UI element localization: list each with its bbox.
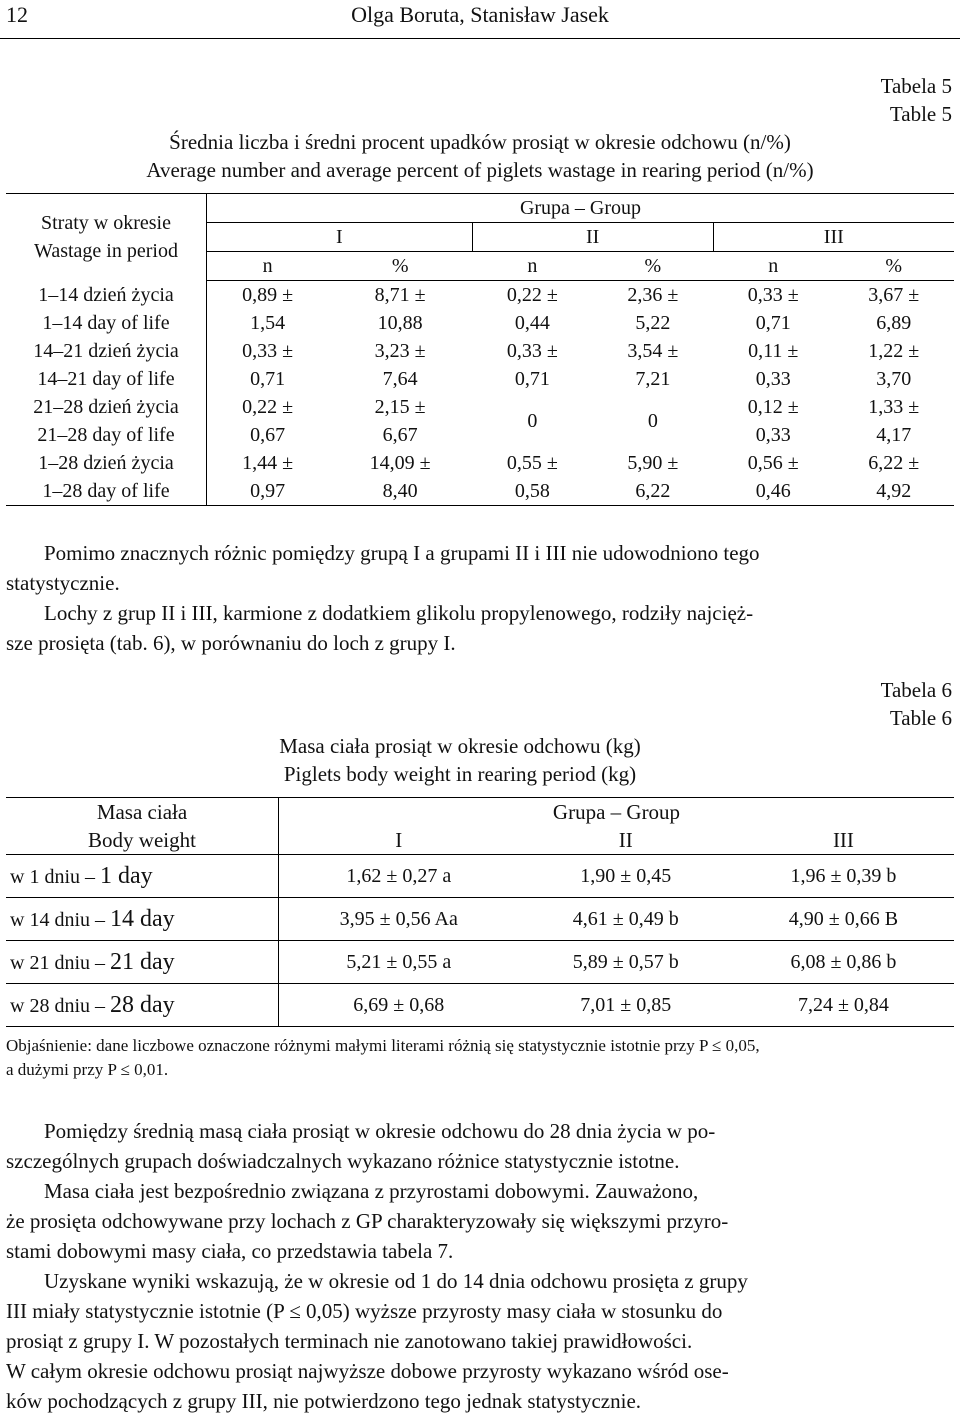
table5-group-I: I [207,223,473,252]
table6-group-III: III [733,826,954,855]
row-label-pl: 14–21 dzień życia [33,340,179,362]
table5-cell-sd: 0,71 [514,368,550,390]
table6-cell: 6,08 ± 0,86 b [733,941,954,984]
table5-rowheader-en: Wastage in period [34,240,178,263]
table6-label-pl: Tabela 6 [880,678,952,702]
text-line: Pomimo znacznych różnic pomiędzy grupą I a grupami II i III nie udowodniono tego [44,541,760,565]
row-label-en: 21–28 day of life [37,424,175,446]
table6-row-label [6,855,279,898]
table5-cell-sd: 0,67 [250,424,286,446]
table5-label-pl: Tabela 5 [880,74,952,98]
table5-cell-mean: 3,54 ± [627,340,679,362]
text-line: sze prosięta (tab. 6), w porównaniu do loch z grupy I. [6,631,456,655]
table-row [6,337,954,365]
table5-cell-mean: 2,15 ± [374,396,426,418]
row-label-pl: w 28 dniu – [10,994,105,1017]
table5-cell-mean: 1,33 ± [868,396,920,418]
table5-subcol: % [328,252,472,281]
table5-cell-mean: 8,71 ± [374,284,426,306]
table5-cell-sd: 0,97 [250,480,286,502]
row-label-en: 14–21 day of life [37,368,175,390]
table5-cell-sd: 0,58 [514,480,550,502]
page-header [0,0,960,39]
row-label-pl: w 1 dniu – [10,865,95,888]
running-title: Olga Boruta, Stanisław Jasek [351,2,609,27]
table5-cell-sd: 3,70 [876,368,912,390]
table6 [6,797,954,1027]
table5-cell-mean: 0,22 ± [506,284,558,306]
table6-rowheader-pl: Masa ciała [96,800,188,824]
table5-cell-sd: 0,71 [755,312,791,334]
table5-cell-mean: 0,33 ± [747,284,799,306]
table5-row-label [6,449,207,506]
table5-cell-mean: 0,22 ± [242,396,294,418]
table5-cell-sd: 6,22 [635,480,671,502]
table5-subcol: n [472,252,592,281]
table6-note [6,1034,954,1082]
table-row [6,449,954,477]
table-row [6,941,954,984]
table5-cell-mean: 0,33 ± [242,340,294,362]
table5-row-label [6,281,207,338]
row-label-pl: 1–28 dzień życia [38,452,174,474]
table5-row-label [6,337,207,393]
row-label-pl: w 21 dniu – [10,951,105,974]
table5-cell: 0 [527,410,538,432]
table6-cell: 6,69 ± 0,68 [279,984,519,1027]
note-line: Objaśnienie: dane liczbowe oznaczone różnymi małymi literami różnią się statystycznie istotnie przy P ≤ 0,05, [6,1036,760,1055]
table6-cell: 7,24 ± 0,84 [733,984,954,1027]
table5-caption-en: Average number and average percent of piglets wastage in rearing period (n/%) [146,158,814,182]
table6-caption-pl: Masa ciała prosiąt w okresie odchowu (kg) [279,734,641,758]
table5-cell-mean: 6,22 ± [868,452,920,474]
table5-cell-mean: 0,56 ± [747,452,799,474]
table5-cell-sd: 4,17 [876,424,912,446]
table6-label-en: Table 6 [889,706,952,730]
table6-cell: 3,95 ± 0,56 Aa [279,898,519,941]
table5-subcol: n [207,252,329,281]
table6-rowheader [6,798,279,855]
table6-cell: 7,01 ± 0,85 [519,984,733,1027]
row-label-pl: 1–14 dzień życia [38,283,174,306]
table5-cell-mean: 1,44 ± [242,452,294,474]
table6-cell: 5,21 ± 0,55 a [279,941,519,984]
row-label-en: 28 day [110,991,175,1018]
table-row [6,393,954,421]
text-line: ków pochodzących z grupy III, nie potwierdzono tego jednak statystycznie. [6,1389,642,1413]
table6-cell: 1,96 ± 0,39 b [733,855,954,898]
table5-cell-sd: 0,33 [755,424,791,446]
table5-subcol: % [834,252,955,281]
table5-cell-mean: 0,33 ± [506,340,558,362]
table5-subcol: % [593,252,713,281]
table6-row-label [6,941,279,984]
row-label-en: 14 day [110,905,175,932]
note-line: a dużymi przy P ≤ 0,01. [6,1060,169,1079]
table6-rowheader-en: Body weight [88,828,196,852]
text-line: że prosięta odchowywane przy lochach z GP charakteryzowały się większymi przyro- [6,1209,729,1233]
table5-cell-mean: 14,09 ± [369,452,431,474]
table5-cell-sd: 7,21 [635,368,671,390]
text-line: W całym okresie odchowu prosiąt najwyższe dobowe przyrosty wykazano wśród ose- [6,1359,729,1383]
table5-cell-sd: 4,92 [876,480,912,502]
table6-cell: 4,61 ± 0,49 b [519,898,733,941]
table5-label [881,72,952,128]
table6-group-header: Grupa – Group [552,800,681,824]
text-line: Masa ciała jest bezpośrednio związana z przyrostami dobowymi. Zauważono, [44,1179,699,1203]
table6-cell: 4,90 ± 0,66 B [733,898,954,941]
table5-cell-sd: 10,88 [377,312,423,334]
paragraph-1 [6,538,954,658]
table5-caption [0,128,960,184]
row-label-en: 1 day [100,862,153,889]
paragraph-2 [6,1116,954,1416]
table-row [6,898,954,941]
table-row [6,855,954,898]
table5-cell-mean: 2,36 ± [627,284,679,306]
table5-group-II: II [472,223,713,252]
table5-cell-sd: 6,67 [382,424,418,446]
table-row [6,281,954,310]
table5-cell-sd: 0,44 [514,312,550,334]
table6-caption [0,732,960,788]
table5-cell-mean: 0,89 ± [242,284,294,306]
table5-cell-sd: 6,89 [876,312,912,334]
table5-caption-pl: Średnia liczba i średni procent upadków prosiąt w okresie odchowu (n/%) [169,130,791,154]
text-line: stami dobowymi masy ciała, co przedstawia tabela 7. [6,1239,454,1263]
table5-cell-mean: 3,23 ± [374,340,426,362]
table6-cell: 1,90 ± 0,45 [519,855,733,898]
table5-cell-mean: 0,12 ± [747,396,799,418]
table5-group-III: III [713,223,954,252]
table5-cell-sd: 1,54 [250,312,286,334]
row-label-en: 21 day [110,948,175,975]
table6-row-label [6,898,279,941]
table5-cell-mean: 0,11 ± [748,340,799,362]
table5-cell-sd: 5,22 [635,312,671,334]
table5 [6,193,954,506]
table6-label [881,676,952,732]
table5-cell-sd: 0,33 [755,368,791,390]
table5-cell-mean: 3,67 ± [868,284,920,306]
table5-cell-mean: 5,90 ± [627,452,679,474]
table5-cell: 0 [647,410,658,432]
table5-rowheader [6,194,207,281]
row-label-en: 1–28 day of life [42,480,170,502]
text-line: III miały statystycznie istotnie (P ≤ 0,05) wyższe przyrosty masy ciała w stosunku do [6,1299,723,1323]
text-line: Uzyskane wyniki wskazują, że w okresie od 1 do 14 dnia odchowu prosięta z grupy [44,1269,748,1293]
table-row [6,984,954,1027]
table5-label-en: Table 5 [889,102,952,126]
text-line: prosiąt z grupy I. W pozostałych terminach nie zanotowano takiej prawidłowości. [6,1329,693,1353]
page-number: 12 [6,2,28,27]
table5-rowheader-pl: Straty w okresie [41,212,171,235]
row-label-pl: 21–28 dzień życia [33,396,179,418]
row-label-pl: w 14 dniu – [10,908,105,931]
row-label-en: 1–14 day of life [42,311,170,334]
table6-group-I: I [279,826,519,855]
table6-cell: 5,89 ± 0,57 b [519,941,733,984]
table6-row-label [6,984,279,1027]
table6-caption-en: Piglets body weight in rearing period (kg) [283,762,637,786]
table6-cell: 1,62 ± 0,27 a [279,855,519,898]
table5-group-header: Grupa – Group [207,194,955,223]
text-line: szczególnych grupach doświadczalnych wykazano różnice statystycznie istotne. [6,1149,680,1173]
table5-cell-sd: 8,40 [382,480,418,502]
table5-cell-sd: 7,64 [382,368,418,390]
table5-cell-sd: 0,71 [250,368,286,390]
table5-cell-mean: 1,22 ± [868,340,920,362]
table5-cell-sd: 0,46 [755,480,791,502]
table6-group-II: II [519,826,733,855]
text-line: Pomiędzy średnią masą ciała prosiąt w okresie odchowu do 28 dnia życia w po- [44,1119,716,1143]
table5-cell-mean: 0,55 ± [506,452,558,474]
table5-row-label [6,393,207,449]
text-line: Lochy z grup II i III, karmione z dodatkiem glikolu propylenowego, rodziły najcięż- [44,601,754,625]
table5-subcol: n [713,252,833,281]
text-line: statystycznie. [6,571,120,595]
